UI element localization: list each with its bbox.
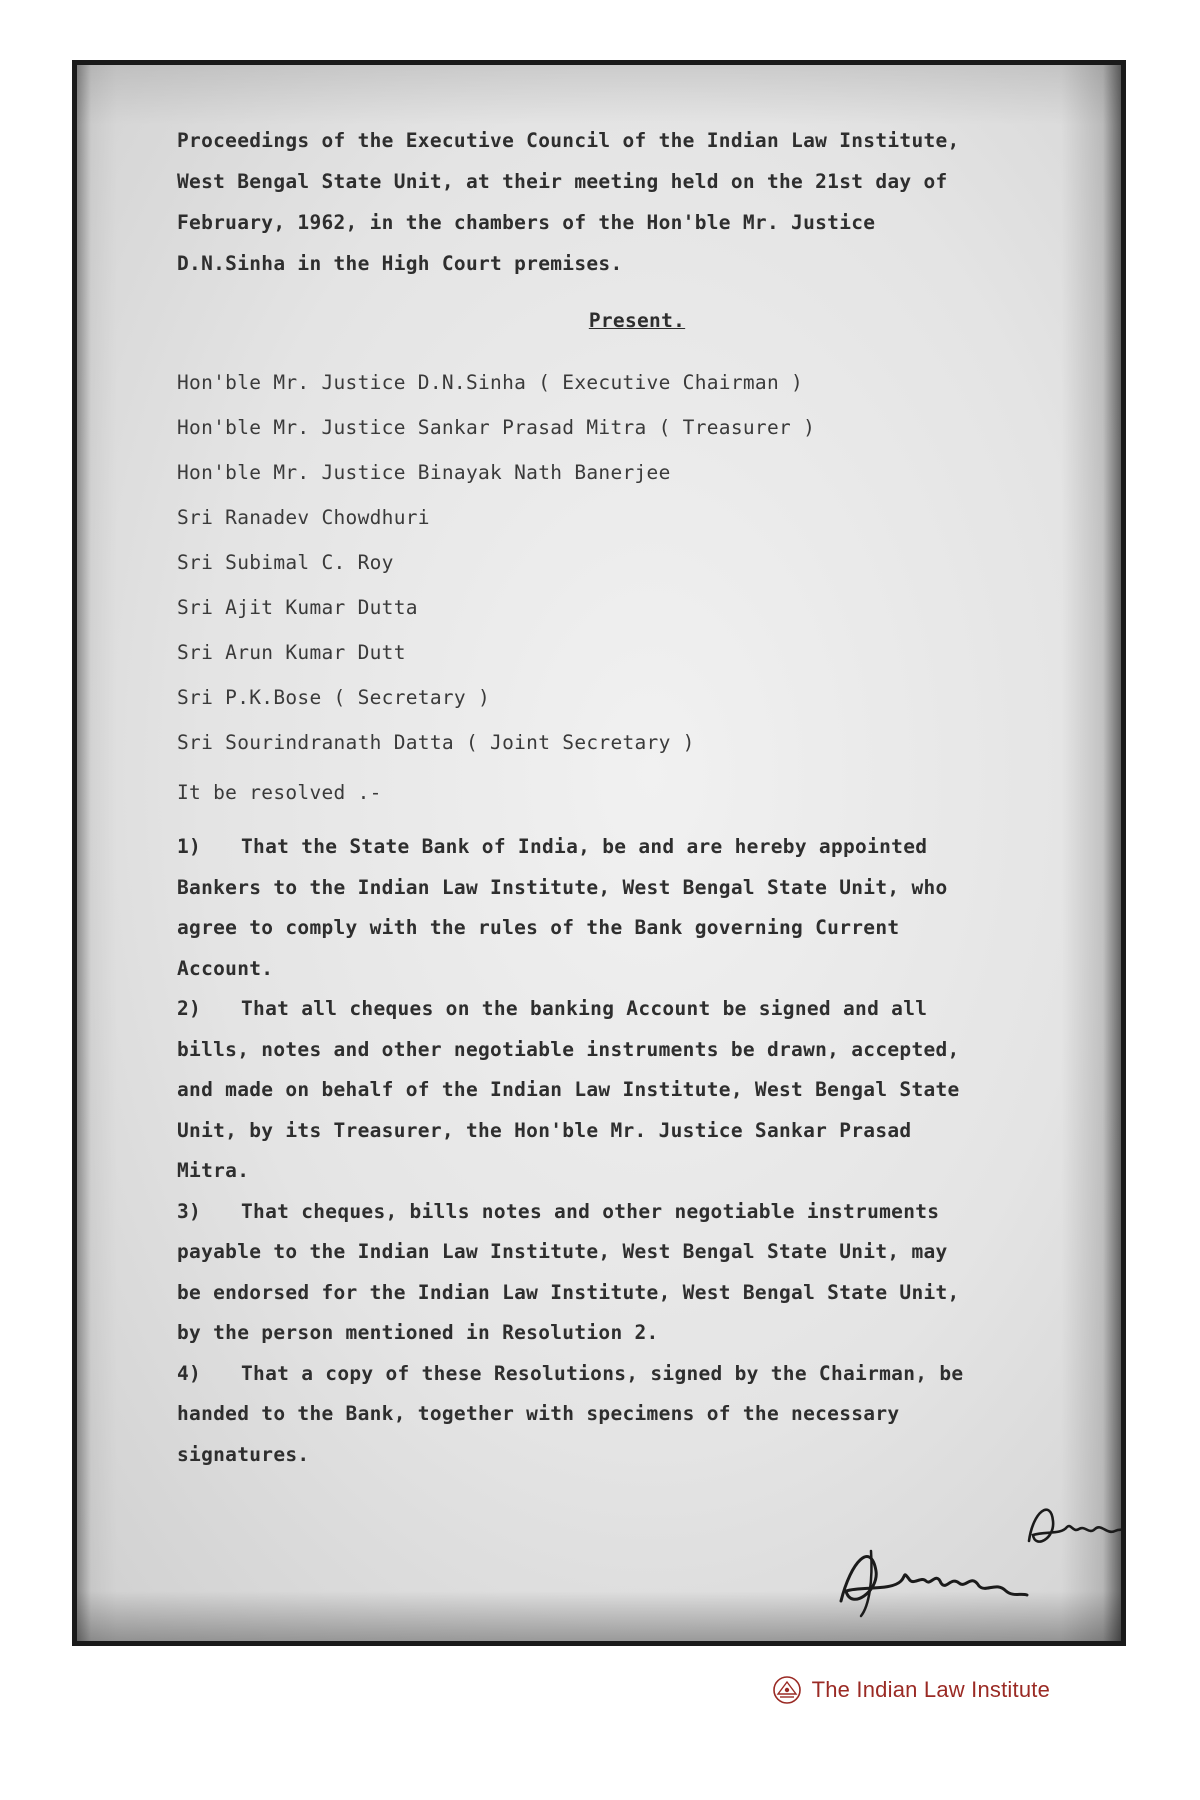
resolution-3	[177, 1192, 1057, 1354]
brand-name: The Indian Law Institute	[811, 1677, 1050, 1702]
attendee-item: Hon'ble Mr. Justice Binayak Nath Banerjee	[177, 461, 671, 484]
resolution-text: handed to the Bank, together with specimens of the necessary	[177, 1402, 900, 1425]
resolution-text: signatures.	[177, 1442, 310, 1466]
resolved-intro: It be resolved .-	[177, 781, 382, 804]
resolution-text: Mitra.	[177, 1159, 250, 1182]
resolution-text: and made on behalf of the Indian Law Institute, West Bengal State	[177, 1078, 960, 1101]
resolution-text: That cheques, bills notes and other negotiable instruments	[241, 1199, 940, 1223]
attendee-item: Sri Ajit Kumar Dutta	[177, 596, 418, 619]
resolution-text: That all cheques on the banking Account be signed and all	[241, 997, 928, 1020]
resolution-text: Account.	[177, 956, 274, 980]
attendee-item: Sri Arun Kumar Dutt	[177, 641, 406, 664]
document-body	[177, 120, 1057, 1475]
attendee-item: Hon'ble Mr. Justice D.N.Sinha ( Executive Chairman )	[177, 371, 804, 394]
chairman-signature	[831, 1531, 1031, 1621]
resolution-text: agree to comply with the rules of the Bank governing Current	[177, 916, 900, 939]
resolution-text: by the person mentioned in Resolution 2.	[177, 1321, 659, 1344]
resolution-number: 4)	[177, 1361, 202, 1385]
attendee-item: Sri P.K.Bose ( Secretary )	[177, 686, 491, 709]
resolution-text: Unit, by its Treasurer, the Hon'ble Mr. Justice Sankar Prasad	[177, 1118, 912, 1142]
attendee-item: Sri Subimal C. Roy	[177, 551, 394, 574]
attendee-item: Sri Ranadev Chowdhuri	[177, 506, 430, 529]
resolution-text: bills, notes and other negotiable instruments be drawn, accepted,	[177, 1037, 960, 1061]
proceedings-intro	[177, 120, 1057, 284]
attendee-item: Hon'ble Mr. Justice Sankar Prasad Mitra ( Treasurer )	[177, 416, 816, 439]
resolution-text: That the State Bank of India, be and are hereby appointed	[241, 835, 928, 858]
resolution-text: That a copy of these Resolutions, signed by the Chairman, be	[241, 1361, 964, 1385]
initials-signature	[1021, 1491, 1126, 1561]
resolution-number: 2)	[177, 997, 202, 1020]
intro-line: Proceedings of the Executive Council of the Indian Law Institute,	[177, 129, 960, 152]
resolution-text: payable to the Indian Law Institute, West Bengal State Unit, may	[177, 1240, 948, 1263]
resolution-2	[177, 989, 1057, 1192]
scanned-document	[72, 60, 1126, 1646]
attendee-item: Sri Sourindranath Datta ( Joint Secretary )	[177, 731, 695, 754]
resolution-number: 3)	[177, 1199, 202, 1223]
present-heading: Present.	[588, 309, 686, 332]
intro-line: D.N.Sinha in the High Court premises.	[177, 252, 623, 275]
intro-line: West Bengal State Unit, at their meeting held on the 21st day of	[177, 170, 948, 193]
ili-emblem-icon	[772, 1675, 802, 1705]
attendee-list	[177, 360, 1057, 765]
resolution-1	[177, 827, 1057, 989]
resolution-number: 1)	[177, 835, 202, 858]
resolution-text: Bankers to the Indian Law Institute, West Bengal State Unit, who	[177, 875, 948, 899]
resolution-text: be endorsed for the Indian Law Institute, West Bengal State Unit,	[177, 1280, 960, 1304]
intro-line: February, 1962, in the chambers of the Hon'ble Mr. Justice	[177, 211, 876, 234]
footer-brand	[772, 1675, 1050, 1705]
resolution-4	[177, 1354, 1057, 1476]
